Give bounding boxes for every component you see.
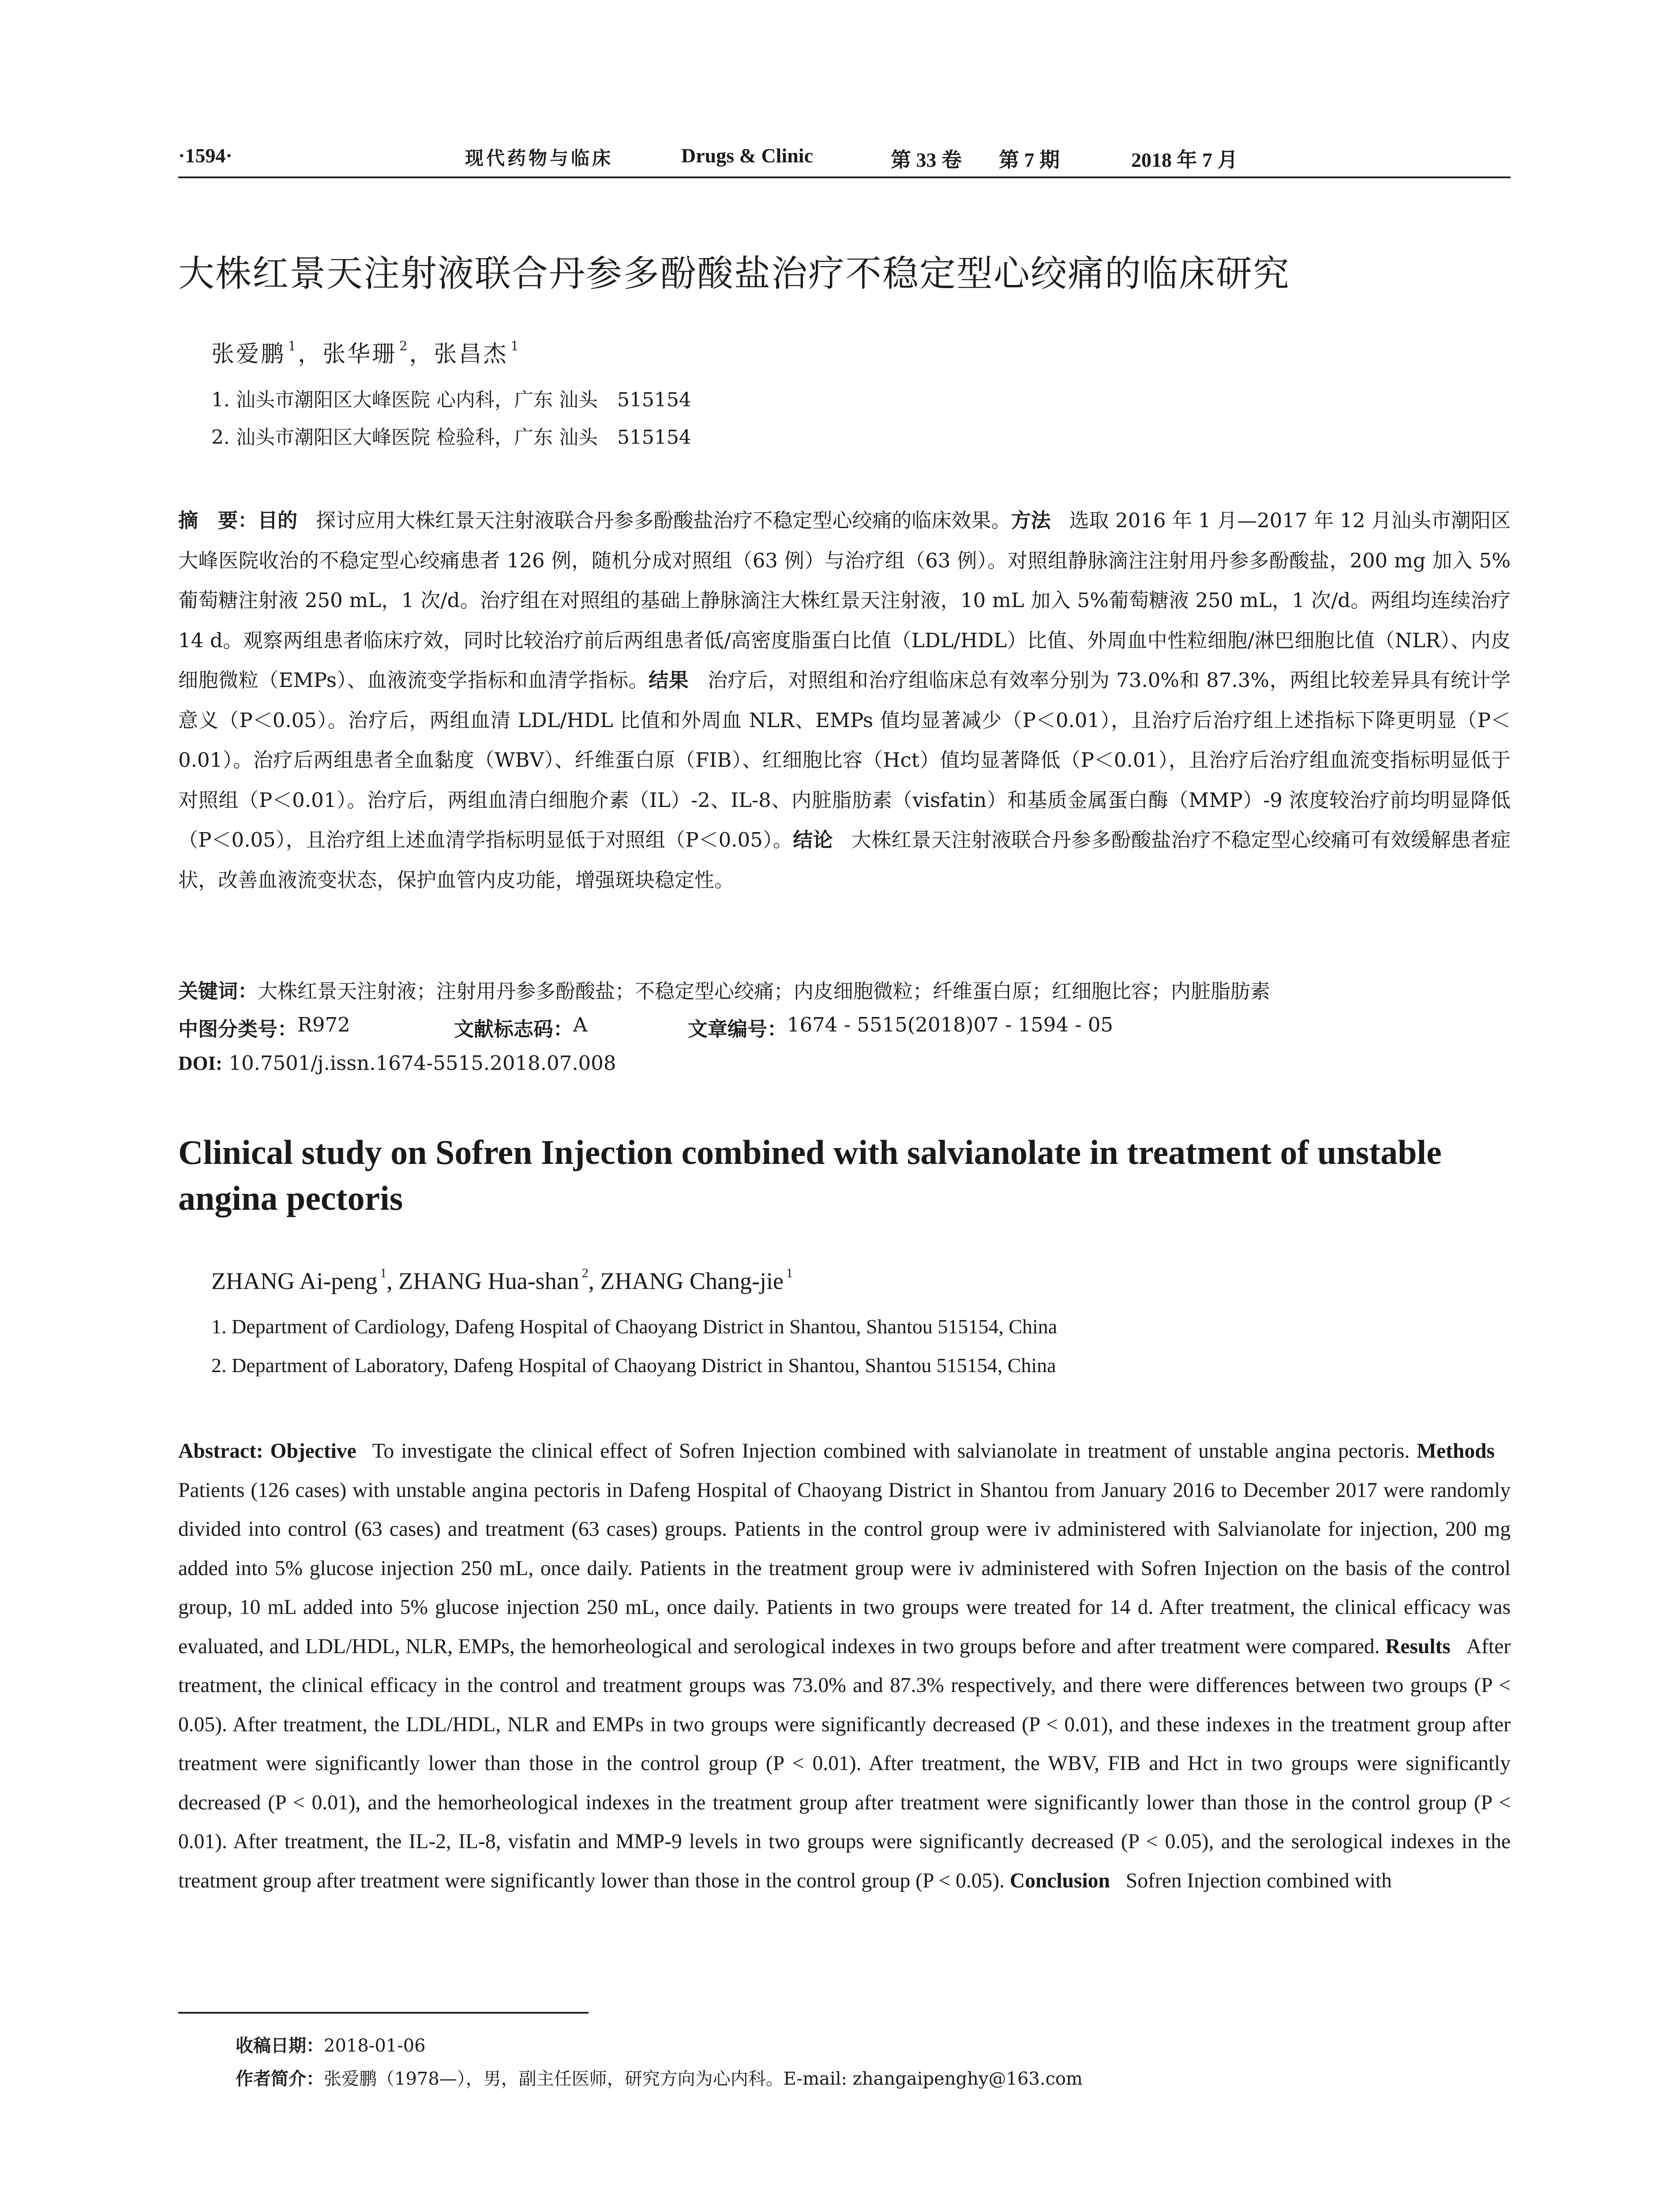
issue: 第 7 期 xyxy=(999,149,1060,171)
author-separator: , xyxy=(588,1268,600,1294)
author-name: 张昌杰 xyxy=(434,341,508,368)
doc-code-value: A xyxy=(573,1013,588,1036)
doi-label: DOI: xyxy=(178,1052,222,1074)
methods-text: 选取 2016 年 1 月—2017 年 12 月汕头市潮阳区大峰医院收治的不稳定型心绞痛患者 126 例，随机分成对照组（63 例）与治疗组（63 例）。对照组静脉滴注注射用丹参多酚酸盐，200 mg 加入 5%葡萄糖注射液 250 mL，1 次/d。治疗组在对照组的基础上静脉滴注大株红景天注射液，10 mL 加入 5%葡萄糖液 250 mL，1 次/d。两组均连续治疗 14 d。观察两组患者临床疗效，同时比较治疗前后两组患者低/高密度脂蛋白比值（LDL/HDL）比值、外周血中性粒细胞/淋巴细胞比值（NLR）、内皮细胞微粒（EMPs）、血液流变学指标和血清学指标。 xyxy=(178,509,1511,692)
author-bio-label: 作者简介： xyxy=(236,2069,324,2089)
objective-label: 目的 xyxy=(258,509,298,532)
keywords xyxy=(178,975,1511,1004)
footnote-received xyxy=(236,2032,426,2057)
author-bio-text: 张爱鹏（1978—），男，副主任医师，研究方向为心内科。E-mail: zhangaipenghy@163.com xyxy=(324,2069,1083,2089)
methods-label: 方法 xyxy=(1011,509,1051,532)
author-affiliation-mark: 1 xyxy=(288,338,298,354)
volume: 第 33 卷 xyxy=(891,149,962,171)
author-affiliation-mark: 1 xyxy=(510,338,521,354)
abstract-label: Abstract: xyxy=(178,1440,263,1463)
conclusion-label: 结论 xyxy=(793,828,833,852)
conclusion-text: Sofren Injection combined with xyxy=(1125,1869,1392,1892)
footnote-author xyxy=(236,2065,1083,2090)
abstract-cn xyxy=(178,501,1511,900)
title-cn: 大株红景天注射液联合丹参多酚酸盐治疗不稳定型心绞痛的临床研究 xyxy=(178,253,1290,295)
keywords-label: 关键词： xyxy=(178,979,258,1003)
article-number-label: 文章编号： xyxy=(688,1017,788,1041)
objective-text: 探讨应用大株红景天注射液联合丹参多酚酸盐治疗不稳定型心绞痛的临床效果。 xyxy=(316,509,1011,532)
objective-text: To investigate the clinical effect of Sofren Injection combined with salvianolate in treatment of unstable angina pectoris. xyxy=(372,1440,1410,1463)
clc-label: 中图分类号： xyxy=(178,1017,298,1041)
conclusion-label: Conclusion xyxy=(1009,1869,1110,1892)
received-date: 2018-01-06 xyxy=(324,2036,426,2056)
doi xyxy=(178,1051,616,1075)
footnote-rule xyxy=(178,2012,589,2014)
affiliation-cn-1: 1. 汕头市潮阳区大峰医院 心内科，广东 汕头 515154 xyxy=(211,389,691,411)
author-affiliation-mark: 2 xyxy=(581,1266,589,1280)
author-name: ZHANG Chang-jie xyxy=(600,1268,784,1294)
author-affiliation-mark: 2 xyxy=(399,338,409,354)
issue-date: 2018 年 7 月 xyxy=(1131,149,1238,171)
affiliation-en-1: 1. Department of Cardiology, Dafeng Hospital of Chaoyang District in Shantou, Shantou 515154, China xyxy=(211,1315,1058,1338)
received-label: 收稿日期： xyxy=(236,2036,324,2056)
methods-text: Patients (126 cases) with unstable angina pectoris in Dafeng Hospital of Chaoyang District in Shantou from January 2016 to December 2017 were randomly divided into control (63 cases) and treatment (63 cases) groups. Patients in the control group were iv administered with Salvianolate for injection, 200 mg added into 5% glucose injection 250 mL, once daily. Patients in the treatment group were iv administered with Sofren Injection on the basis of the control group, 10 mL added into 5% glucose injection 250 mL, once daily. Patients in two groups were treated for 14 d. After treatment, the clinical efficacy was evaluated, and LDL/HDL, NLR, EMPs, the hemorheological and serological indexes in two groups before and after treatment were compared. xyxy=(178,1478,1511,1658)
results-text: After treatment, the clinical efficacy in the control and treatment groups was 73.0% and 87.3% respectively, and there were differences between two groups (P < 0.05). After treatment, the LDL/HDL, NLR and EMPs in two groups were significantly decreased (P < 0.01), and these indexes in the treatment group after treatment were significantly lower than those in the control group (P < 0.01). After treatment, the WBV, FIB and Hct in two groups were significantly decreased (P < 0.01), and the hemorheological indexes in the treatment group after treatment were significantly lower than those in the control group (P < 0.01). After treatment, the IL-2, IL-8, visfatin and MMP-9 levels in two groups were significantly decreased (P < 0.05), and the serological indexes in the treatment group after treatment were significantly lower than those in the control group (P < 0.05). xyxy=(178,1635,1511,1892)
author-affiliation-mark: 1 xyxy=(380,1266,387,1280)
methods-label: Methods xyxy=(1417,1440,1495,1463)
journal-name-en: Drugs & Clinic xyxy=(681,144,813,167)
page-number: ·1594· xyxy=(178,144,232,167)
objective-label: Objective xyxy=(270,1440,356,1463)
doc-code-label: 文献标志码： xyxy=(454,1017,574,1041)
abstract-label: 摘 要： xyxy=(178,509,258,532)
author-name: ZHANG Ai-peng xyxy=(211,1268,378,1294)
results-label: Results xyxy=(1385,1635,1451,1658)
author-affiliation-mark: 1 xyxy=(786,1266,793,1280)
article-number-value: 1674 - 5515(2018)07 - 1594 - 05 xyxy=(787,1013,1114,1036)
author-separator: ， xyxy=(298,341,323,368)
header-rule xyxy=(178,176,1511,178)
author-name: 张华珊 xyxy=(322,341,397,368)
author-name: 张爱鹏 xyxy=(211,341,286,368)
keywords-text: 大株红景天注射液；注射用丹参多酚酸盐；不稳定型心绞痛；内皮细胞微粒；纤维蛋白原；红细胞比容；内脏脂肪素 xyxy=(258,979,1271,1003)
doi-value: 10.7501/j.issn.1674-5515.2018.07.008 xyxy=(229,1051,616,1075)
author-separator: ， xyxy=(409,341,434,368)
affiliation-cn-2: 2. 汕头市潮阳区大峰医院 检验科，广东 汕头 515154 xyxy=(211,426,691,449)
affiliation-en-2: 2. Department of Laboratory, Dafeng Hospital of Chaoyang District in Shantou, Shantou 515154, China xyxy=(211,1354,1056,1377)
title-en: Clinical study on Sofren Injection combined with salvianolate in treatment of unstable angina pectoris xyxy=(178,1133,1442,1217)
results-label: 结果 xyxy=(649,668,689,692)
journal-name-cn: 现代药物与临床 xyxy=(465,147,614,169)
results-text: 治疗后，对照组和治疗组临床总有效率分别为 73.0%和 87.3%，两组比较差异具有统计学意义（P＜0.05）。治疗后，两组血清 LDL/HDL 比值和外周血 NLR、EMPs 值均显著减少（P＜0.01），且治疗后治疗组上述指标下降更明显（P＜0.01）。治疗后两组患者全血黏度（WBV）、纤维蛋白原（FIB）、红细胞比容（Hct）值均显著降低（P＜0.01），且治疗后治疗组血流变指标明显低于对照组（P＜0.01）。治疗后，两组血清白细胞介素（IL）-2、IL-8、内脏脂肪素（visfatin）和基质金属蛋白酶（MMP）-9 浓度较治疗前均明显降低（P＜0.05），且治疗组上述血清学指标明显低于对照组（P＜0.05）。 xyxy=(178,668,1511,852)
clc-value: R972 xyxy=(297,1013,350,1036)
authors-cn xyxy=(211,335,521,368)
author-name: ZHANG Hua-shan xyxy=(398,1268,579,1294)
author-separator: , xyxy=(386,1268,399,1294)
abstract-en xyxy=(178,1432,1511,1900)
authors-en xyxy=(211,1266,793,1295)
conclusion-text: 大株红景天注射液联合丹参多酚酸盐治疗不稳定型心绞痛可有效缓解患者症状，改善血液流变状态，保护血管内皮功能，增强斑块稳定性。 xyxy=(178,828,1511,892)
running-header xyxy=(178,140,1511,176)
